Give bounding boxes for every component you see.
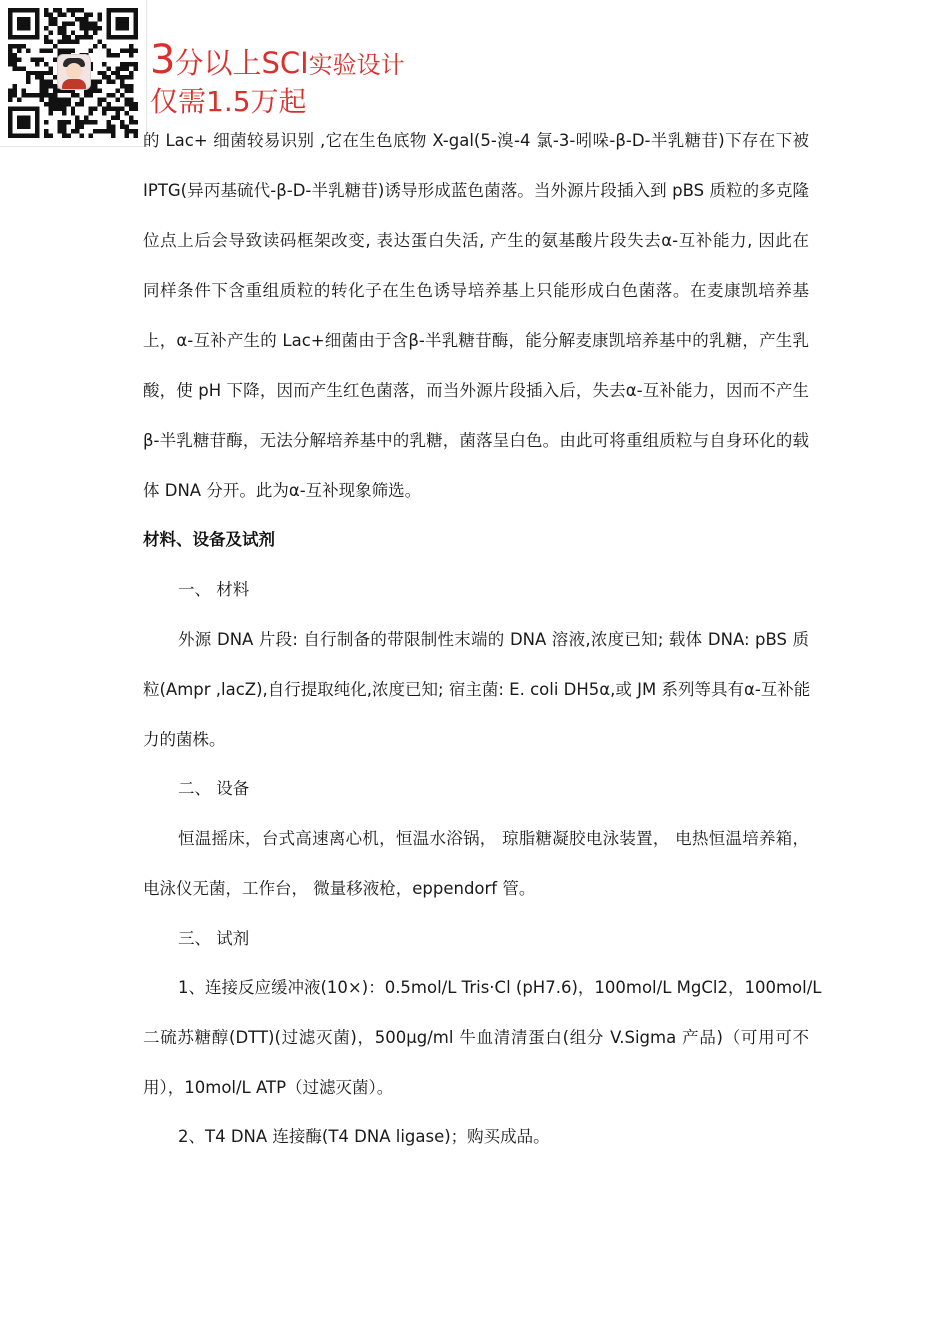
paragraph-line: 用），10mol/L ATP（过滤灭菌）。 — [143, 1078, 394, 1097]
subsection-heading-reagents: 三、 试剂 — [178, 929, 250, 948]
promo-text-small: 实验设计 — [308, 51, 405, 79]
paragraph-line: 的 Lac+ 细菌较易识别 ,它在生色底物 X-gal(5-溴-4 氯-3-吲哚-β-D-半乳糖苷)下存在下被 — [143, 131, 809, 150]
paragraph-line: 外源 DNA 片段: 自行制备的带限制性末端的 DNA 溶液,浓度已知; 载体 DNA: pBS 质 — [178, 630, 809, 649]
promo-text: 分以上SCI — [174, 46, 309, 80]
promo-headline — [150, 37, 405, 83]
paragraph-line: 恒温摇床，台式高速离心机，恒温水浴锅， 琼脂糖凝胶电泳装置， 电热恒温培养箱， — [178, 829, 809, 848]
subsection-heading-materials: 一、 材料 — [178, 580, 250, 599]
paragraph-line: β-半乳糖苷酶，无法分解培养基中的乳糖，菌落呈白色。由此可将重组质粒与自身环化的载 — [143, 431, 809, 450]
promo-price: 仅需1.5万起 — [150, 85, 307, 118]
subsection-heading-equipment: 二、 设备 — [178, 779, 250, 798]
paragraph-line: 位点上后会导致读码框架改变, 表达蛋白失活, 产生的氨基酸片段失去α-互补能力, 因此在 — [143, 231, 809, 250]
paragraph-line: 体 DNA 分开。此为α-互补现象筛选。 — [143, 481, 422, 500]
paragraph-line: 1、连接反应缓冲液(10×)：0.5mol/L Tris·Cl (pH7.6)，100mol/L MgCl2，100mol/L — [178, 978, 822, 997]
paragraph-line: 2、T4 DNA 连接酶(T4 DNA ligase)；购买成品。 — [178, 1127, 550, 1146]
paragraph-line: 电泳仪无菌，工作台， 微量移液枪，eppendorf 管。 — [143, 879, 536, 898]
promo-digit: 3 — [150, 37, 175, 83]
section-heading: 材料、设备及试剂 — [143, 530, 275, 549]
paragraph-line: IPTG(异丙基硫代-β-D-半乳糖苷)诱导形成蓝色菌落。当外源片段插入到 pBS 质粒的多克隆 — [143, 181, 809, 200]
header-banner — [0, 0, 147, 147]
paragraph-line: 上，α-互补产生的 Lac+细菌由于含β-半乳糖苷酶，能分解麦康凯培养基中的乳糖，产生乳 — [143, 331, 809, 350]
paragraph-line: 酸，使 pH 下降，因而产生红色菌落，而当外源片段插入后，失去α-互补能力，因而不产生 — [143, 381, 809, 400]
paragraph-line: 力的菌株。 — [143, 730, 226, 749]
paragraph-line: 同样条件下含重组质粒的转化子在生色诱导培养基上只能形成白色菌落。在麦康凯培养基 — [143, 281, 809, 300]
paragraph-line: 粒(Ampr ,lacZ),自行提取纯化,浓度已知; 宿主菌: E. coli DH5α,或 JM 系列等具有α-互补能 — [143, 680, 811, 699]
paragraph-line: 二硫苏糖醇(DTT)(过滤灭菌)，500μg/ml 牛血清清蛋白(组分 V.Sigma 产品)（可用可不 — [143, 1028, 809, 1047]
avatar — [57, 54, 91, 90]
